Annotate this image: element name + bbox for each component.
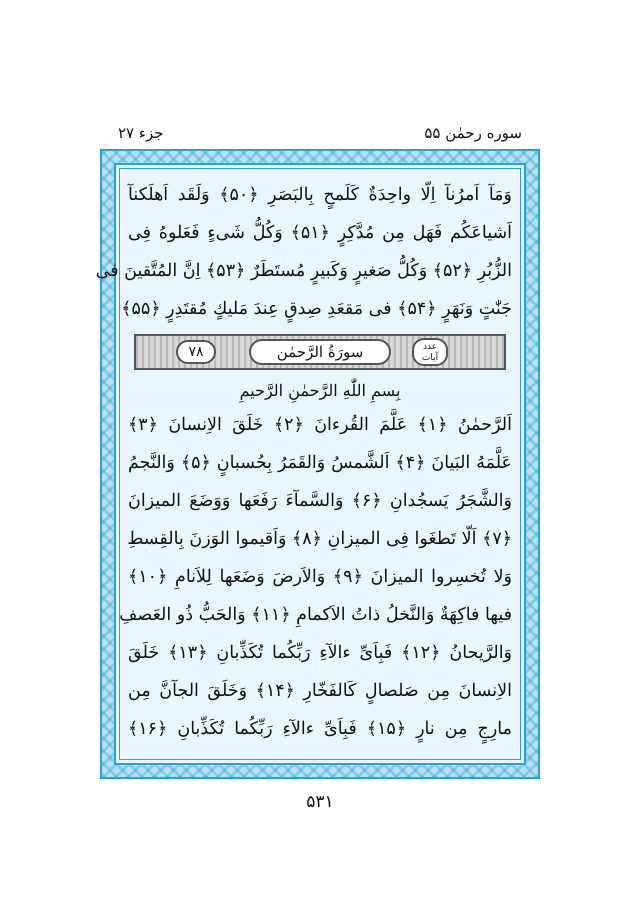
page-number: ۵۳۱ xyxy=(306,792,334,812)
surah-header-label: سوره رحمٰن ۵۵ xyxy=(424,124,522,142)
text-line: الزُّبُرِ ﴿۵۲﴾ وَكُلُّ صَغيرٍ وَكَبيرٍ مُستَطَرٌ ﴿۵۳﴾ اِنَّ المُتَّقينَ فى xyxy=(95,261,512,281)
text-line: مارِجٍ مِن نارٍ ﴿۱۵﴾ فَبِاَىِّ ءالآءِ رَبِّكُما تُكَذِّبانِ ﴿۱۶﴾ xyxy=(128,719,512,739)
text-line: وَلا تُخسِروا الميزانَ ﴿۹﴾ وَالاَرضَ وَضَعَها لِلاَنامِ ﴿۱۰﴾ xyxy=(128,567,513,587)
text-line: وَمَآ اَمرُنآ اِلّا واحِدَةٌ كَلَمحٍ بِالبَصَرِ ﴿۵۰﴾ وَلَقَد اَهلَكنآ xyxy=(128,185,512,205)
text-line: اَشياعَكُم فَهَل مِن مُدَّكِرٍ ﴿۵۱﴾ وَكُلُّ شَىءٍ فَعَلوهُ فِى xyxy=(128,223,513,243)
text-line: فيها فاكِهَةٌ وَالنَّخلُ ذاتُ الاَكمامِ ﴿۱۱﴾ وَالحَبُّ ذُو العَصفِ xyxy=(119,605,512,625)
page-header xyxy=(118,120,522,146)
surah-title: سورَةُ الرَّحمٰن xyxy=(249,339,391,365)
text-line: وَالرَّيحانُ ﴿۱۲﴾ فَبِاَىِّ ءالآءِ رَبِّكُما تُكَذِّبانِ ﴿۱۳﴾ خَلَقَ xyxy=(128,643,513,663)
text-line: اَلرَّحمٰنُ ﴿۱﴾ عَلَّمَ القُرءانَ ﴿۲﴾ خَلَقَ الاِنسانَ ﴿۳﴾ xyxy=(128,415,512,435)
ayah-count: ۷۸ xyxy=(176,340,216,364)
bismillah: بِسمِ اللّٰهِ الرَّحمٰنِ الرَّحيمِ xyxy=(239,381,401,400)
text-line: جَنّٰتٍ وَنَهَرٍ ﴿۵۴﴾ فى مَقعَدِ صِدقٍ عِندَ مَليكٍ مُقتَدِرٍ ﴿۵۵﴾ xyxy=(121,299,512,319)
text-line: ﴿۷﴾ اَلّا تَطغَوا فِى الميزانِ ﴿۸﴾ وَاَقيموا الوَزنَ بِالقِسطِ xyxy=(127,529,512,549)
text-line: الاِنسانَ مِن صَلصالٍ كَالفَخّارِ ﴿۱۴﴾ وَخَلَقَ الجآنَّ مِن xyxy=(128,681,512,701)
text-line: عَلَّمَهُ البَيانَ ﴿۴﴾ اَلشَّمسُ وَالقَمَرُ بِحُسبانٍ ﴿۵﴾ وَالنَّجمُ xyxy=(128,453,512,473)
text-line: وَالشَّجَرُ يَسجُدانِ ﴿۶﴾ وَالسَّمآءَ رَفَعَها وَوَضَعَ الميزانَ xyxy=(128,491,512,511)
juz-header-label: جزء ۲۷ xyxy=(118,124,164,142)
ayah-count-label: عدد آيات xyxy=(412,338,448,366)
